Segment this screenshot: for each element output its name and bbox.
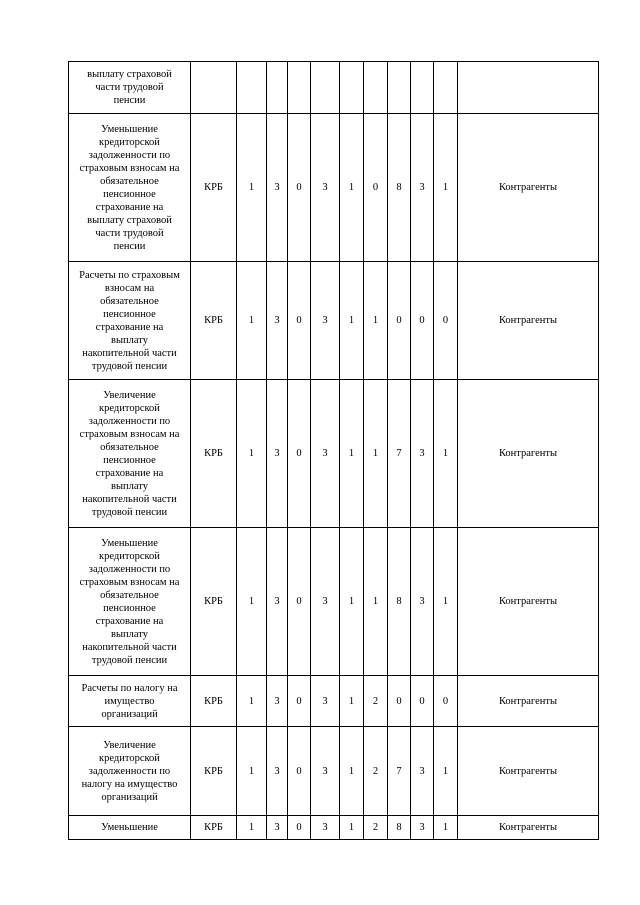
account-digit-cell: 0 bbox=[288, 114, 311, 262]
description-line: взносам на bbox=[104, 282, 155, 294]
counterparty-cell: Контрагенты bbox=[458, 676, 599, 727]
account-digit-cell: 1 bbox=[340, 727, 364, 816]
description-line: пенсии bbox=[113, 95, 146, 106]
counterparty-cell bbox=[458, 62, 599, 114]
row-description bbox=[69, 380, 191, 528]
counterparty-cell: Контрагенты bbox=[458, 262, 599, 380]
description-line: имущество bbox=[104, 695, 155, 707]
account-digit-cell: 1 bbox=[364, 528, 388, 676]
account-digit-cell: 2 bbox=[364, 816, 388, 840]
account-digit-cell bbox=[288, 62, 311, 114]
account-digit-cell: 3 bbox=[267, 262, 288, 380]
account-digit-cell: 0 bbox=[364, 114, 388, 262]
account-digit-cell: 3 bbox=[311, 816, 340, 840]
account-digit-cell: 3 bbox=[411, 528, 434, 676]
account-digit-cell: 1 bbox=[237, 262, 267, 380]
budget-code-cell: КРБ bbox=[191, 528, 237, 676]
description-line: пенсионное bbox=[103, 454, 156, 466]
description-line: Уменьшение bbox=[101, 537, 158, 549]
description-line: накопительной части bbox=[82, 347, 177, 359]
account-digit-cell: 0 bbox=[288, 816, 311, 840]
description-line: Расчеты по налогу на bbox=[81, 682, 178, 694]
description-line: Увеличение bbox=[103, 739, 156, 751]
row-description bbox=[69, 114, 191, 262]
table-row bbox=[69, 727, 599, 816]
description-line: пенсии bbox=[113, 240, 146, 252]
account-digit-cell: 0 bbox=[288, 676, 311, 727]
account-digit-cell bbox=[434, 62, 458, 114]
counterparty-cell: Контрагенты bbox=[458, 380, 599, 528]
account-digit-cell: 1 bbox=[434, 816, 458, 840]
description-line: страхование на bbox=[95, 321, 164, 333]
accounts-table bbox=[68, 61, 599, 840]
budget-code-cell: КРБ bbox=[191, 262, 237, 380]
account-digit-cell: 0 bbox=[434, 262, 458, 380]
row-description bbox=[69, 816, 191, 840]
account-digit-cell: 3 bbox=[267, 380, 288, 528]
description-line: выплату страховой bbox=[87, 69, 172, 80]
description-line: трудовой пенсии bbox=[91, 360, 168, 372]
description-line: страхование на bbox=[95, 467, 164, 479]
table-row bbox=[69, 816, 599, 840]
description-line: страхование на bbox=[95, 615, 164, 627]
description-line: накопительной части bbox=[82, 493, 177, 505]
description-line: налогу на имущество bbox=[81, 778, 178, 790]
account-digit-cell: 1 bbox=[340, 114, 364, 262]
account-digit-cell: 3 bbox=[311, 727, 340, 816]
account-digit-cell: 2 bbox=[364, 727, 388, 816]
description-line: Расчеты по страховым bbox=[79, 269, 180, 281]
account-digit-cell: 3 bbox=[267, 676, 288, 727]
account-digit-cell: 3 bbox=[311, 380, 340, 528]
description-line: пенсионное bbox=[103, 188, 156, 200]
description-line: трудовой пенсии bbox=[91, 506, 168, 518]
account-digit-cell: 1 bbox=[237, 114, 267, 262]
account-digit-cell: 8 bbox=[388, 114, 411, 262]
description-line: пенсионное bbox=[103, 308, 156, 320]
account-digit-cell: 1 bbox=[237, 727, 267, 816]
account-digit-cell: 3 bbox=[267, 528, 288, 676]
account-digit-cell: 1 bbox=[364, 380, 388, 528]
account-digit-cell: 3 bbox=[311, 114, 340, 262]
account-digit-cell: 3 bbox=[411, 380, 434, 528]
account-digit-cell: 0 bbox=[388, 676, 411, 727]
description-line: трудовой пенсии bbox=[91, 654, 168, 666]
table-row bbox=[69, 62, 599, 114]
description-line: выплату bbox=[111, 628, 148, 640]
description-line: части трудовой bbox=[95, 227, 164, 239]
account-digit-cell: 1 bbox=[237, 676, 267, 727]
account-digit-cell: 0 bbox=[288, 380, 311, 528]
account-digit-cell: 7 bbox=[388, 727, 411, 816]
description-line: задолженности по bbox=[88, 765, 171, 777]
account-digit-cell: 1 bbox=[434, 114, 458, 262]
table-row bbox=[69, 262, 599, 380]
description-line: задолженности по bbox=[88, 563, 171, 575]
description-line: кредиторской bbox=[99, 752, 160, 764]
account-digit-cell: 0 bbox=[411, 262, 434, 380]
description-line: обязательное bbox=[100, 295, 159, 307]
account-digit-cell: 0 bbox=[411, 676, 434, 727]
description-line: задолженности по bbox=[88, 415, 171, 427]
account-digit-cell: 1 bbox=[340, 676, 364, 727]
account-digit-cell: 1 bbox=[237, 816, 267, 840]
description-line: задолженности по bbox=[88, 149, 171, 161]
account-digit-cell: 0 bbox=[288, 727, 311, 816]
budget-code-cell: КРБ bbox=[191, 816, 237, 840]
account-digit-cell bbox=[311, 62, 340, 114]
account-digit-cell bbox=[364, 62, 388, 114]
account-digit-cell bbox=[411, 62, 434, 114]
description-line: обязательное bbox=[100, 441, 159, 453]
description-line: Уменьшение bbox=[101, 123, 158, 135]
counterparty-cell: Контрагенты bbox=[458, 816, 599, 840]
description-line: пенсионное bbox=[103, 602, 156, 614]
account-digit-cell: 1 bbox=[340, 816, 364, 840]
account-digit-cell: 1 bbox=[340, 380, 364, 528]
description-line: обязательное bbox=[100, 589, 159, 601]
budget-code-cell: КРБ bbox=[191, 380, 237, 528]
account-digit-cell: 8 bbox=[388, 816, 411, 840]
description-line: страховым взносам на bbox=[79, 162, 180, 174]
table-body bbox=[69, 62, 599, 840]
account-digit-cell: 3 bbox=[267, 816, 288, 840]
account-digit-cell: 3 bbox=[411, 727, 434, 816]
row-description bbox=[69, 262, 191, 380]
account-digit-cell: 3 bbox=[311, 262, 340, 380]
description-line: организаций bbox=[101, 791, 158, 803]
account-digit-cell bbox=[340, 62, 364, 114]
account-digit-cell: 0 bbox=[288, 262, 311, 380]
description-line: обязательное bbox=[100, 175, 159, 187]
description-line: выплату bbox=[111, 334, 148, 346]
row-description bbox=[69, 62, 191, 114]
description-line: накопительной части bbox=[82, 641, 177, 653]
account-digit-cell: 1 bbox=[340, 528, 364, 676]
table-row bbox=[69, 528, 599, 676]
description-line: организаций bbox=[101, 708, 158, 720]
description-line: кредиторской bbox=[99, 402, 160, 414]
account-digit-cell: 1 bbox=[237, 380, 267, 528]
description-line: Уменьшение bbox=[101, 822, 158, 833]
account-digit-cell: 0 bbox=[388, 262, 411, 380]
budget-code-cell: КРБ bbox=[191, 114, 237, 262]
budget-code-cell: КРБ bbox=[191, 727, 237, 816]
description-line: страховым взносам на bbox=[79, 428, 180, 440]
counterparty-cell: Контрагенты bbox=[458, 528, 599, 676]
description-line: части трудовой bbox=[95, 82, 164, 93]
row-description bbox=[69, 528, 191, 676]
account-digit-cell: 0 bbox=[288, 528, 311, 676]
table-row bbox=[69, 380, 599, 528]
account-digit-cell bbox=[237, 62, 267, 114]
account-digit-cell: 3 bbox=[267, 727, 288, 816]
table-row bbox=[69, 114, 599, 262]
description-line: Увеличение bbox=[103, 389, 156, 401]
account-digit-cell: 1 bbox=[364, 262, 388, 380]
account-digit-cell: 1 bbox=[340, 262, 364, 380]
account-digit-cell: 8 bbox=[388, 528, 411, 676]
description-line: страховым взносам на bbox=[79, 576, 180, 588]
account-digit-cell: 3 bbox=[267, 114, 288, 262]
description-line: страхование на bbox=[95, 201, 164, 213]
description-line: кредиторской bbox=[99, 136, 160, 148]
table-row bbox=[69, 676, 599, 727]
account-digit-cell: 1 bbox=[434, 528, 458, 676]
account-digit-cell: 3 bbox=[311, 528, 340, 676]
account-digit-cell: 3 bbox=[411, 816, 434, 840]
row-description bbox=[69, 727, 191, 816]
account-digit-cell: 1 bbox=[237, 528, 267, 676]
description-line: выплату страховой bbox=[87, 214, 172, 226]
account-digit-cell: 0 bbox=[434, 676, 458, 727]
account-digit-cell bbox=[388, 62, 411, 114]
row-description bbox=[69, 676, 191, 727]
budget-code-cell: КРБ bbox=[191, 676, 237, 727]
counterparty-cell: Контрагенты bbox=[458, 727, 599, 816]
account-digit-cell: 1 bbox=[434, 727, 458, 816]
description-line: кредиторской bbox=[99, 550, 160, 562]
account-digit-cell: 3 bbox=[311, 676, 340, 727]
budget-code-cell bbox=[191, 62, 237, 114]
account-digit-cell: 3 bbox=[411, 114, 434, 262]
account-digit-cell: 2 bbox=[364, 676, 388, 727]
account-digit-cell: 1 bbox=[434, 380, 458, 528]
account-digit-cell bbox=[267, 62, 288, 114]
account-digit-cell: 7 bbox=[388, 380, 411, 528]
counterparty-cell: Контрагенты bbox=[458, 114, 599, 262]
description-line: выплату bbox=[111, 480, 148, 492]
